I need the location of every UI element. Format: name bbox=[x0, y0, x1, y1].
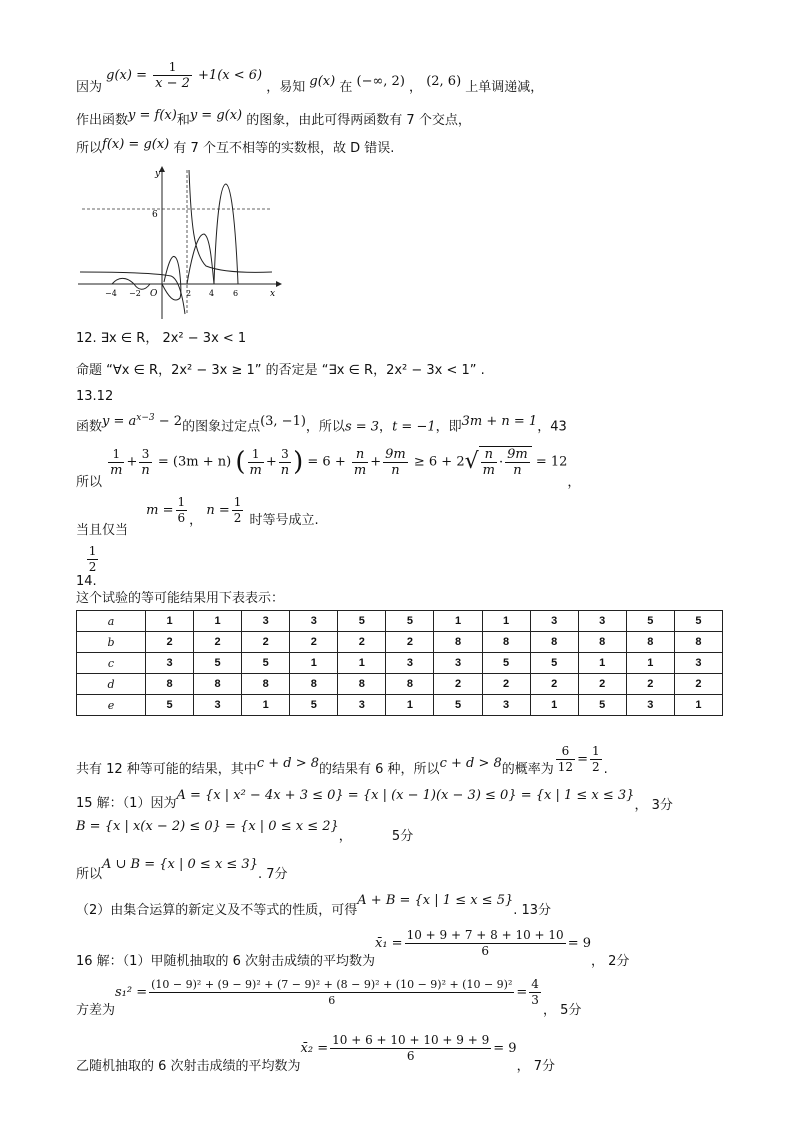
table-cell: 1 bbox=[578, 653, 626, 674]
table-row bbox=[77, 653, 723, 674]
fraction bbox=[149, 977, 514, 1008]
fraction bbox=[590, 744, 602, 775]
numerator: 1 bbox=[88, 544, 97, 558]
table-row bbox=[77, 674, 723, 695]
table-row bbox=[77, 695, 723, 716]
text: . bbox=[603, 762, 608, 777]
text: ， bbox=[338, 829, 352, 844]
y-tick-6: 6 bbox=[152, 210, 158, 220]
table-cell: 8 bbox=[290, 674, 338, 695]
math-set-A: A = {x | x² − 4x + 3 ≤ 0} = {x | (x − 1)(x − 3) ≤ 0} = {x | 1 ≤ x ≤ 3} bbox=[176, 788, 635, 803]
table-cell: 5 bbox=[338, 611, 386, 632]
math: = 9 bbox=[493, 1041, 517, 1056]
s11-line1 bbox=[76, 60, 544, 103]
numerator: 4 bbox=[531, 977, 539, 991]
table-row bbox=[77, 632, 723, 653]
text: 所以 bbox=[76, 141, 103, 156]
row-header: a bbox=[77, 611, 146, 632]
x-tick-m4: −4 bbox=[105, 289, 117, 298]
table-cell: 8 bbox=[578, 632, 626, 653]
table-cell: 2 bbox=[578, 674, 626, 695]
denominator: 6 bbox=[406, 1049, 415, 1063]
math: x̄₂ = bbox=[300, 1041, 329, 1056]
math: g(x) = bbox=[106, 68, 147, 83]
math-set-B: B = {x | x(x − 2) ≤ 0} = {x | 0 ≤ x ≤ 2} bbox=[76, 819, 339, 834]
math: x̄₁ = bbox=[374, 936, 403, 951]
table-cell: 1 bbox=[482, 611, 530, 632]
math: ≥ 6 + 2 bbox=[413, 454, 465, 470]
table-cell: 3 bbox=[242, 611, 290, 632]
text: （2）由集合运算的新定义及不等式的性质，可得 bbox=[76, 903, 358, 918]
table-cell: 5 bbox=[530, 653, 578, 674]
table-cell: 2 bbox=[626, 674, 674, 695]
x-tick-6: 6 bbox=[233, 289, 239, 298]
fraction: $\frac{n}{m}$ bbox=[353, 446, 367, 478]
x-axis-arrow-icon bbox=[276, 281, 282, 287]
s15-line3 bbox=[76, 856, 288, 882]
table-cell: 2 bbox=[194, 632, 242, 653]
s13-line2: 所以 $\frac{1}{m}$ + $\frac{3}{n}$ = (3m + n) ( $\frac{1}{m}$ + $\frac{3}{n}$ ) = 6 + $\frac{n}{m}$ + $\frac{9m}{n}$ ≥ 6 + 2√ $\frac{n}{m}$ · $\frac{9m}{n}$ = 12， bbox=[76, 446, 581, 490]
score: 5分 bbox=[391, 829, 414, 844]
s13-head: 13.12 bbox=[76, 389, 114, 404]
fraction bbox=[330, 1033, 491, 1064]
table-cell: 5 bbox=[386, 611, 434, 632]
fraction: $\frac{1}{m}$ bbox=[249, 446, 262, 478]
table-cell: 5 bbox=[674, 611, 722, 632]
math: y = g(x) bbox=[189, 108, 243, 123]
x-tick-2: 2 bbox=[186, 289, 192, 298]
score: ， 5分 bbox=[542, 1003, 582, 1018]
text: 当且仅当 bbox=[76, 523, 129, 538]
fraction bbox=[153, 60, 192, 91]
math-exponent: x−3 bbox=[136, 413, 155, 423]
math: s = 3 bbox=[344, 419, 380, 435]
denominator: 12 bbox=[557, 760, 574, 774]
s16-line2 bbox=[76, 977, 582, 1018]
table-cell: 8 bbox=[338, 674, 386, 695]
x-tick-m2: −2 bbox=[129, 289, 141, 298]
s11-line3 bbox=[76, 137, 395, 158]
text: ，43 bbox=[537, 419, 567, 435]
math: (2, 6) bbox=[426, 74, 462, 89]
table-cell: 8 bbox=[386, 674, 434, 695]
fraction: $\frac{3}{n}$ bbox=[141, 446, 150, 478]
table-cell: 2 bbox=[386, 632, 434, 653]
curve-g-right bbox=[189, 170, 272, 272]
table-cell: 2 bbox=[434, 674, 482, 695]
table-cell: 2 bbox=[674, 674, 722, 695]
numerator: 1 bbox=[153, 60, 192, 76]
math: n = bbox=[206, 503, 230, 518]
denominator: 6 bbox=[328, 994, 336, 1007]
table-cell: 8 bbox=[146, 674, 194, 695]
table-row bbox=[77, 611, 723, 632]
math: t = −1 bbox=[392, 419, 436, 435]
text: ， bbox=[567, 474, 581, 490]
table-cell: 3 bbox=[434, 653, 482, 674]
table-cell: 8 bbox=[434, 632, 482, 653]
math: m = bbox=[146, 503, 174, 518]
numerator: 10 + 9 + 7 + 8 + 10 + 10 bbox=[406, 928, 564, 942]
table-cell: 1 bbox=[626, 653, 674, 674]
outcome-table bbox=[76, 610, 723, 716]
numerator: 1 bbox=[591, 744, 600, 758]
denominator: 2 bbox=[591, 760, 600, 774]
s15-line1 bbox=[76, 787, 673, 813]
text: 作出函数 bbox=[76, 113, 129, 128]
score: . 7分 bbox=[257, 867, 288, 882]
table-cell: 5 bbox=[290, 695, 338, 716]
fraction: $\frac{1}{2}$ bbox=[233, 495, 242, 525]
math: = 9 bbox=[567, 936, 591, 951]
text: 16 解：（1）甲随机抽取的 6 次射击成绩的平均数为 bbox=[76, 954, 375, 969]
math: 3m + n = 1 bbox=[461, 414, 538, 430]
text: ， bbox=[379, 419, 393, 435]
fraction bbox=[529, 977, 541, 1008]
table-cell: 8 bbox=[530, 632, 578, 653]
math: y = f(x) bbox=[128, 108, 177, 123]
denominator: 2 bbox=[88, 560, 97, 574]
s11-line2 bbox=[76, 108, 471, 130]
math: = 6 + bbox=[307, 454, 346, 470]
table-cell: 2 bbox=[482, 674, 530, 695]
numerator: 10 + 6 + 10 + 10 + 9 + 9 bbox=[332, 1033, 490, 1047]
text: 和 bbox=[176, 113, 190, 128]
text: 所以 bbox=[76, 867, 103, 882]
math: +1(x < 6) bbox=[198, 68, 263, 83]
table-cell: 2 bbox=[290, 632, 338, 653]
text: 所以 bbox=[76, 474, 103, 490]
fraction: $\frac{1}{6}$ bbox=[177, 495, 186, 525]
s14-head bbox=[76, 544, 112, 589]
math: = bbox=[516, 985, 528, 1000]
math-sum: A + B = {x | 1 ≤ x ≤ 5} bbox=[357, 893, 514, 908]
row-header: d bbox=[77, 674, 146, 695]
text: 因为 bbox=[76, 80, 103, 95]
x-axis-label: x bbox=[270, 289, 276, 299]
row-header: b bbox=[77, 632, 146, 653]
s14-intro: 这个试验的等可能结果用下表表示： bbox=[76, 591, 285, 606]
text: 共有 12 种等可能的结果，其中 bbox=[76, 762, 257, 777]
text: 方差为 bbox=[76, 1003, 116, 1018]
table-cell: 8 bbox=[482, 632, 530, 653]
math: s₁² = bbox=[115, 985, 148, 1000]
y-axis-label: y bbox=[155, 169, 161, 179]
numerator: 6 bbox=[556, 744, 575, 760]
s15-line2 bbox=[76, 818, 414, 844]
math: (−∞, 2) bbox=[356, 74, 405, 89]
table-cell: 3 bbox=[674, 653, 722, 674]
table-cell: 3 bbox=[338, 695, 386, 716]
table-cell: 3 bbox=[482, 695, 530, 716]
score: . 13分 bbox=[513, 903, 552, 918]
s12-body: 命题 “∀x ∈ R，2x² − 3x ≥ 1” 的否定是 “∃x ∈ R，2x² − 3x < 1” . bbox=[76, 363, 485, 378]
row-header: e bbox=[77, 695, 146, 716]
text: 的图象过定点 bbox=[182, 419, 261, 435]
table-cell: 1 bbox=[242, 695, 290, 716]
function-graph bbox=[76, 164, 282, 322]
table-cell: 3 bbox=[146, 653, 194, 674]
answer-fraction bbox=[87, 544, 99, 575]
text: ， bbox=[409, 80, 423, 95]
text: ，易知 bbox=[266, 80, 306, 95]
text: ，所以 bbox=[305, 419, 345, 435]
fraction: $\frac{9m}{n}$ bbox=[385, 446, 406, 478]
text: ，即 bbox=[435, 419, 462, 435]
fraction: $\frac{1}{m}$ bbox=[110, 446, 123, 478]
table-cell: 5 bbox=[434, 695, 482, 716]
math: = (3m + n) bbox=[157, 454, 232, 470]
score: ， 3分 bbox=[634, 798, 673, 813]
math: = 12 bbox=[535, 454, 568, 470]
s16-line1 bbox=[76, 928, 630, 969]
s14-conclusion: 共有 12 种等可能的结果，其中c + d > 8的结果有 6 种，所以c + d > 8的概率为 $\frac{6}{12}$ = $\frac{1}{2}$ . bbox=[76, 744, 608, 777]
s13-line1 bbox=[76, 414, 567, 436]
s15-line4 bbox=[76, 892, 552, 918]
text: 的概率为 bbox=[501, 762, 554, 777]
table-cell: 3 bbox=[386, 653, 434, 674]
math: y = a bbox=[102, 414, 137, 430]
table-cell: 3 bbox=[578, 611, 626, 632]
table-cell: 3 bbox=[626, 695, 674, 716]
table-cell: 8 bbox=[674, 632, 722, 653]
denominator: 3 bbox=[531, 993, 539, 1007]
row-header: c bbox=[77, 653, 146, 674]
table-cell: 5 bbox=[242, 653, 290, 674]
table-cell: 5 bbox=[626, 611, 674, 632]
table-cell: 2 bbox=[530, 674, 578, 695]
x-tick-4: 4 bbox=[209, 289, 215, 298]
table-cell: 1 bbox=[290, 653, 338, 674]
table-cell: 2 bbox=[146, 632, 194, 653]
denominator: x − 2 bbox=[155, 76, 190, 91]
text: 在 bbox=[339, 80, 353, 95]
table-cell: 8 bbox=[626, 632, 674, 653]
table-cell: 5 bbox=[578, 695, 626, 716]
fraction bbox=[405, 928, 566, 959]
math-union: A ∪ B = {x | 0 ≤ x ≤ 3} bbox=[102, 857, 258, 872]
math: g(x) bbox=[309, 74, 336, 89]
s12-head: 12. ∃x ∈ R， 2x² − 3x < 1 bbox=[76, 331, 247, 346]
math: (3, −1) bbox=[260, 414, 306, 430]
table-cell: 1 bbox=[434, 611, 482, 632]
score: ， 7分 bbox=[516, 1059, 555, 1074]
score: ， 2分 bbox=[591, 954, 630, 969]
table-cell: 5 bbox=[194, 653, 242, 674]
text: 时等号成立. bbox=[249, 513, 319, 528]
text: 乙随机抽取的 6 次射击成绩的平均数为 bbox=[76, 1059, 301, 1074]
table-cell: 1 bbox=[194, 611, 242, 632]
table-cell: 1 bbox=[674, 695, 722, 716]
s16-line3 bbox=[76, 1033, 555, 1074]
table-cell: 1 bbox=[386, 695, 434, 716]
fraction: $\frac{3}{n}$ bbox=[280, 446, 290, 478]
table-cell: 3 bbox=[530, 611, 578, 632]
math: c + d > 8 bbox=[256, 756, 320, 771]
text: 上单调递减， bbox=[465, 80, 544, 95]
text: 函数 bbox=[76, 419, 103, 435]
table-cell: 5 bbox=[482, 653, 530, 674]
origin-label: O bbox=[150, 289, 158, 299]
table-cell: 3 bbox=[290, 611, 338, 632]
text: 15 解：（1）因为 bbox=[76, 796, 177, 811]
text: 的结果有 6 种，所以 bbox=[319, 762, 440, 777]
table-cell: 8 bbox=[242, 674, 290, 695]
table-cell: 2 bbox=[242, 632, 290, 653]
text: 有 7 个互不相等的实数根，故 D 错误. bbox=[173, 141, 395, 156]
table-cell: 8 bbox=[194, 674, 242, 695]
text: 的图象，由此可得两函数有 7 个交点， bbox=[246, 113, 471, 128]
text: 14. bbox=[76, 574, 97, 589]
table-cell: 5 bbox=[146, 695, 194, 716]
math: f(x) = g(x) bbox=[102, 137, 170, 152]
s13-line3: 当且仅当 m = $\frac{1}{6}$ ， n = $\frac{1}{2}$ 时等号成立. bbox=[76, 495, 319, 538]
curve-f-mid bbox=[162, 256, 181, 300]
numerator: (10 − 9)² + (9 − 9)² + (7 − 9)² + (8 − 9)² + (10 − 9)² + (10 − 9)² bbox=[151, 978, 513, 991]
math: − 2 bbox=[154, 414, 183, 430]
table-cell: 3 bbox=[194, 695, 242, 716]
table-cell: 1 bbox=[146, 611, 194, 632]
denominator: 6 bbox=[481, 944, 489, 958]
table-cell: 2 bbox=[338, 632, 386, 653]
math: c + d > 8 bbox=[439, 756, 502, 771]
fraction bbox=[556, 744, 575, 775]
table-cell: 1 bbox=[530, 695, 578, 716]
table-cell: 1 bbox=[338, 653, 386, 674]
